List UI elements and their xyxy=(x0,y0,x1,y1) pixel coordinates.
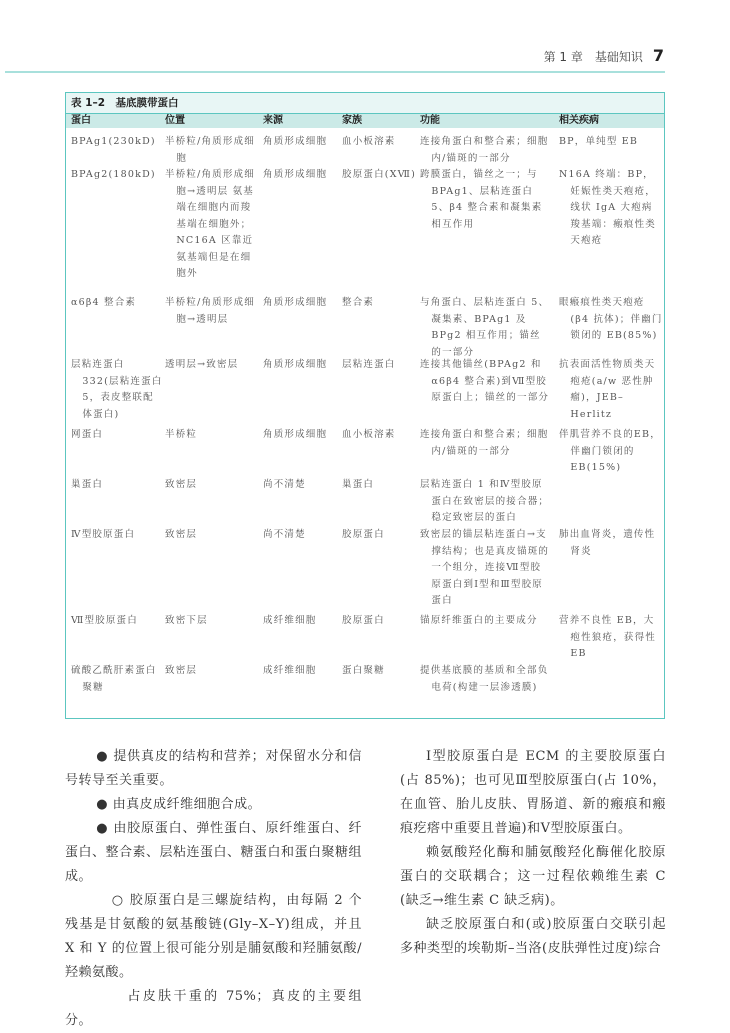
table-cell: 致密层 xyxy=(165,665,198,676)
paragraph: ● 由真皮成纤维细胞合成。 xyxy=(96,797,262,812)
table-title: 表 1–2 基底膜带蛋白 xyxy=(66,93,664,114)
paragraph: ○ 胶原蛋白是三螺旋结构，由每隔 2 个残基是甘氨酸的氨基酸链(Gly–X–Y)组成，并且 X 和 Y 的位置上很可能分别是脯氨酸和羟脯氨酸/羟赖氨酸。 xyxy=(65,893,362,980)
table-cell: 胶原蛋白 xyxy=(342,615,385,626)
table-cell: 尚不清楚 xyxy=(263,479,306,490)
table-cell: 半桥粒 xyxy=(165,429,198,440)
table-cell: 角质形成细胞 xyxy=(263,359,328,370)
table-cell: 透明层→致密层 xyxy=(165,359,239,370)
table-cell: 血小板溶素 xyxy=(342,429,396,440)
table-cell: 锚原纤维蛋白的主要成分 xyxy=(420,615,538,626)
paragraph: 赖氨酸羟化酶和脯氨酸羟化酶催化胶原蛋白的交联耦合；这一过程依赖维生素 C (缺乏→维生素 C 缺乏病)。 xyxy=(400,845,666,908)
table-cell: 网蛋白 xyxy=(71,429,104,440)
table-cell: 肺出血肾炎，遗传性肾炎 xyxy=(559,529,656,557)
table-cell: 致密下层 xyxy=(165,615,208,626)
table-cell: 层粘连蛋白 1 和Ⅳ型胶原蛋白在致密层的接合器；稳定致密层的蛋白 xyxy=(420,479,550,523)
right-text-column xyxy=(400,745,666,961)
table-cell: 胶原蛋白(ⅩⅦ) xyxy=(342,169,417,180)
table-cell: 角质形成细胞 xyxy=(263,136,328,147)
header-cell: 相关疾病 xyxy=(559,115,599,126)
table-cell: 巢蛋白 xyxy=(342,479,375,490)
paragraph: 占皮肤干重的 75%；真皮的主要组分。 xyxy=(65,989,362,1028)
table-cell: α6β4 整合素 xyxy=(71,297,137,308)
paragraph: 缺乏胶原蛋白和(或)胶原蛋白交联引起多种类型的埃勒斯–当洛(皮肤弹性过度)综合 xyxy=(400,917,666,956)
header-cell: 功能 xyxy=(420,115,440,126)
basement-membrane-proteins-table xyxy=(65,92,665,719)
table-cell: 连接角蛋白和整合素；细胞内/锚斑的一部分 xyxy=(420,429,549,457)
header-cell: 蛋白 xyxy=(71,115,91,126)
table-cell: 层粘连蛋白 332(层粘连蛋白5，表皮整联配体蛋白) xyxy=(71,359,163,420)
table-cell: 胶原蛋白 xyxy=(342,529,385,540)
table-cell: 成纤维细胞 xyxy=(263,665,317,676)
paragraph: ● 提供真皮的结构和营养；对保留水分和信号转导至关重要。 xyxy=(65,749,362,788)
table-cell: BP，单纯型 EB xyxy=(559,136,639,147)
table-cell: 层粘连蛋白 xyxy=(342,359,396,370)
left-text-column xyxy=(65,745,362,1033)
table-cell: 致密层 xyxy=(165,479,198,490)
paragraph: Ⅰ型胶原蛋白是 ECM 的主要胶原蛋白(占 85%)；也可见Ⅲ型胶原蛋白(占 10%，在血管、胎儿皮肤、胃肠道、新的瘢痕和瘢痕疙瘩中重要且普遍)和Ⅴ型胶原蛋白。 xyxy=(400,749,666,836)
table-cell: 连接角蛋白和整合素；细胞内/锚斑的一部分 xyxy=(420,136,549,164)
table-header-row xyxy=(66,114,664,128)
table-cell: 致密层的锚层粘连蛋白→支撑结构；也是真皮锚斑的一个组分，连接Ⅶ型胶原蛋白到Ⅰ型和Ⅲ型胶原蛋白 xyxy=(420,529,550,606)
table-cell: 连接其他锚丝(BPAg2 和 α6β4 整合素)到Ⅶ型胶原蛋白上；锚丝的一部分 xyxy=(420,359,550,403)
table-cell: 致密层 xyxy=(165,529,198,540)
table-cell: 半桥粒/角质形成细胞→透明层 xyxy=(165,297,256,325)
table-cell: 半桥粒/角质形成细胞 xyxy=(165,136,256,164)
table-cell: 角质形成细胞 xyxy=(263,169,328,180)
header-cell: 家族 xyxy=(342,115,362,126)
table-cell: 角质形成细胞 xyxy=(263,429,328,440)
header-cell: 来源 xyxy=(263,115,283,126)
table-cell: 提供基底膜的基质和全部负电荷(构建一层渗透膜) xyxy=(420,665,549,693)
header-rule xyxy=(5,71,665,73)
table-cell: 血小板溶素 xyxy=(342,136,396,147)
table-cell: N16A 终端：BP，妊娠性类天疱疮，线状 IgA 大疱病 羧基端：瘢痕性类天疱疮 xyxy=(559,169,656,246)
table-cell: BPAg2(180kD) xyxy=(71,169,156,180)
chapter-title: 第 1 章 基础知识 xyxy=(543,50,643,64)
running-head xyxy=(544,46,664,65)
table-cell: 蛋白聚糖 xyxy=(342,665,385,676)
table-cell: 整合素 xyxy=(342,297,375,308)
table-cell: 跨膜蛋白，锚丝之一；与 BPAg1、层粘连蛋白5、β4 整合素和凝集素相互作用 xyxy=(420,169,543,230)
table-cell: 角质形成细胞 xyxy=(263,297,328,308)
page-number: 7 xyxy=(652,46,664,65)
table-cell: 与角蛋白、层粘连蛋白 5、凝集素、BPAg1 及 BPg2 相互作用；锚丝的一部分 xyxy=(420,297,550,358)
table-cell: 抗表面活性物质类天疱疮(a/w 恶性肿瘤)，JEB–Herlitz xyxy=(559,359,656,420)
table-cell: 硫酸乙酰肝素蛋白聚糖 xyxy=(71,665,157,693)
paragraph: ● 由胶原蛋白、弹性蛋白、原纤维蛋白、纤蛋白、整合素、层粘连蛋白、糖蛋白和蛋白聚糖组成。 xyxy=(65,821,363,884)
table-cell: 半桥粒/角质形成细胞→透明层 氨基端在细胞内而羧基端在细胞外；NC16A 区靠近氨基端但是在细胞外 xyxy=(165,169,256,279)
header-cell: 位置 xyxy=(165,115,185,126)
table-cell: 巢蛋白 xyxy=(71,479,104,490)
table-cell: 成纤维细胞 xyxy=(263,615,317,626)
table-cell: 营养不良性 EB，大疱性狼疮，获得性 EB xyxy=(559,615,656,659)
table-cell: BPAg1(230kD) xyxy=(71,136,156,147)
table-cell: Ⅳ型胶原蛋白 xyxy=(71,529,136,540)
table-cell: 伴肌营养不良的EB，伴幽门锁闭的 EB(15%) xyxy=(559,429,661,473)
table-cell: 眼瘢痕性类天疱疮(β4 抗体)；伴幽门锁闭的 EB(85%) xyxy=(559,297,663,341)
table-cell: Ⅶ型胶原蛋白 xyxy=(71,615,138,626)
table-cell: 尚不清楚 xyxy=(263,529,306,540)
